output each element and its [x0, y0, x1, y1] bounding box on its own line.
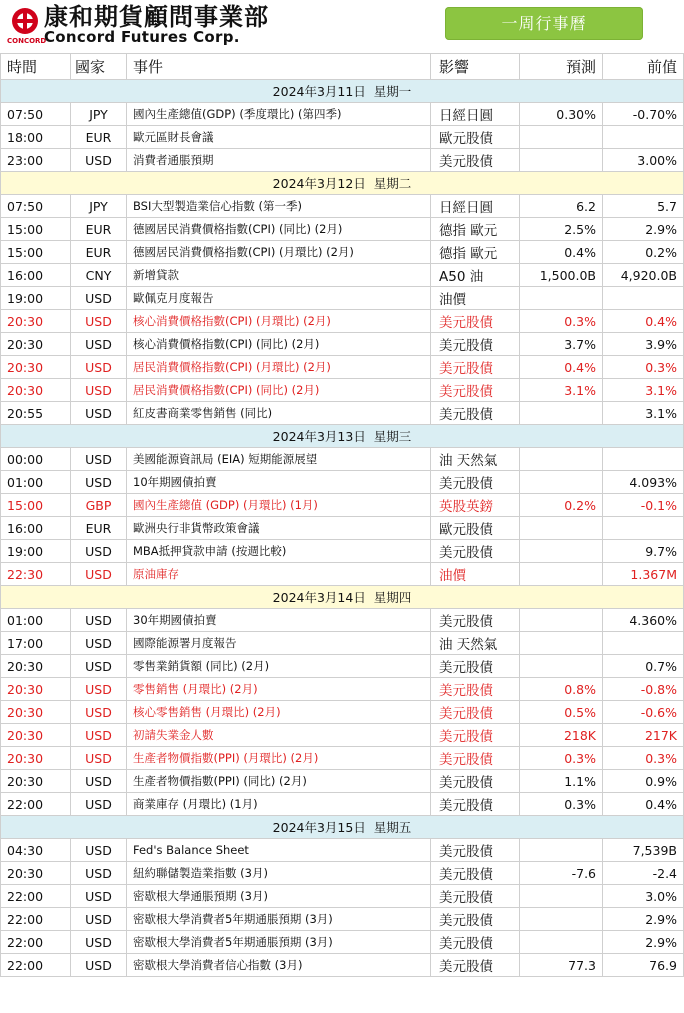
day-header [1, 586, 684, 609]
table-row [1, 747, 684, 770]
cell-time: 20:30 [1, 862, 71, 885]
cell-forecast: 0.4% [520, 356, 603, 379]
day-header [1, 425, 684, 448]
cell-country: USD [71, 701, 127, 724]
cell-event: 美國能源資訊局 (EIA) 短期能源展望 [127, 448, 431, 471]
table-row [1, 724, 684, 747]
cell-country: GBP [71, 494, 127, 517]
company-name-en: Concord Futures Corp. [44, 28, 240, 46]
table-row [1, 954, 684, 977]
cell-previous: 0.4% [603, 310, 684, 333]
cell-previous: 2.9% [603, 931, 684, 954]
cell-impact: 美元股債 [431, 931, 520, 954]
cell-impact: 美元股債 [431, 954, 520, 977]
cell-country: USD [71, 402, 127, 425]
cell-impact: 油 天然氣 [431, 448, 520, 471]
cell-time: 22:00 [1, 885, 71, 908]
cell-previous [603, 126, 684, 149]
cell-forecast [520, 839, 603, 862]
company-name-cn: 康和期貨顧問事業部 [44, 2, 269, 31]
cell-event: 生產者物價指數(PPI) (月環比) (2月) [127, 747, 431, 770]
table-row [1, 517, 684, 540]
cell-previous: 2.9% [603, 218, 684, 241]
table-row [1, 103, 684, 126]
cell-time: 01:00 [1, 609, 71, 632]
table-row [1, 402, 684, 425]
cell-event: 30年期國債拍賣 [127, 609, 431, 632]
cell-previous: 3.0% [603, 885, 684, 908]
cell-time: 22:30 [1, 563, 71, 586]
cell-previous: 0.3% [603, 356, 684, 379]
cell-country: USD [71, 862, 127, 885]
cell-country: USD [71, 609, 127, 632]
cell-country: USD [71, 333, 127, 356]
cell-forecast: 3.1% [520, 379, 603, 402]
cell-impact: 美元股債 [431, 793, 520, 816]
cell-impact: 美元股債 [431, 678, 520, 701]
cell-impact: 美元股債 [431, 862, 520, 885]
cell-previous: 217K [603, 724, 684, 747]
cell-country: USD [71, 287, 127, 310]
cell-forecast [520, 517, 603, 540]
day-weekday: 星期五 [373, 820, 412, 835]
cell-country: EUR [71, 126, 127, 149]
cell-country: EUR [71, 218, 127, 241]
cell-time: 15:00 [1, 494, 71, 517]
cell-time: 23:00 [1, 149, 71, 172]
cell-impact: 日經日圓 [431, 195, 520, 218]
cell-forecast: 77.3 [520, 954, 603, 977]
table-row [1, 563, 684, 586]
table-row [1, 839, 684, 862]
calendar-body [1, 80, 684, 977]
cell-event: 紐約聯儲製造業指數 (3月) [127, 862, 431, 885]
cell-impact: 美元股債 [431, 402, 520, 425]
cell-forecast: 1.1% [520, 770, 603, 793]
cell-impact: 美元股債 [431, 701, 520, 724]
header [0, 0, 651, 54]
cell-previous: 76.9 [603, 954, 684, 977]
cell-event: 商業庫存 (月環比) (1月) [127, 793, 431, 816]
cell-country: USD [71, 655, 127, 678]
cell-previous: 4.093% [603, 471, 684, 494]
cell-time: 19:00 [1, 287, 71, 310]
table-row [1, 862, 684, 885]
cell-time: 20:30 [1, 678, 71, 701]
cell-previous: 3.1% [603, 379, 684, 402]
cell-impact: 美元股債 [431, 149, 520, 172]
week-calendar-button[interactable]: 一周行事曆 [445, 7, 643, 40]
day-date: 2024年3月11日 [272, 84, 366, 99]
cell-previous: 3.00% [603, 149, 684, 172]
cell-country: USD [71, 471, 127, 494]
table-row [1, 678, 684, 701]
cell-forecast [520, 563, 603, 586]
cell-impact: 油 天然氣 [431, 632, 520, 655]
cell-previous: 5.7 [603, 195, 684, 218]
cell-country: USD [71, 885, 127, 908]
cell-forecast [520, 402, 603, 425]
cell-time: 15:00 [1, 241, 71, 264]
cell-impact: 美元股債 [431, 908, 520, 931]
cell-previous: 4.360% [603, 609, 684, 632]
cell-country: JPY [71, 103, 127, 126]
cell-impact: 美元股債 [431, 471, 520, 494]
cell-forecast [520, 149, 603, 172]
cell-country: USD [71, 793, 127, 816]
cell-event: 密歇根大學消費者信心指數 (3月) [127, 954, 431, 977]
cell-event: 國際能源署月度報告 [127, 632, 431, 655]
day-date: 2024年3月13日 [272, 429, 366, 444]
cell-country: USD [71, 448, 127, 471]
cell-country: USD [71, 747, 127, 770]
cell-forecast: 218K [520, 724, 603, 747]
cell-previous: 7,539B [603, 839, 684, 862]
cell-impact: 美元股債 [431, 655, 520, 678]
cell-previous: -2.4 [603, 862, 684, 885]
table-row [1, 287, 684, 310]
cell-event: 生產者物價指數(PPI) (同比) (2月) [127, 770, 431, 793]
cell-impact: 英股英鎊 [431, 494, 520, 517]
table-row [1, 448, 684, 471]
cell-impact: 美元股債 [431, 839, 520, 862]
cell-time: 01:00 [1, 471, 71, 494]
cell-country: JPY [71, 195, 127, 218]
cell-previous: -0.1% [603, 494, 684, 517]
cell-country: USD [71, 379, 127, 402]
cell-previous: 0.7% [603, 655, 684, 678]
cell-event: 國內生產總值 (GDP) (月環比) (1月) [127, 494, 431, 517]
day-date: 2024年3月15日 [272, 820, 366, 835]
cell-impact: 油價 [431, 563, 520, 586]
cell-event: 初請失業金人數 [127, 724, 431, 747]
table-row [1, 149, 684, 172]
cell-time: 20:30 [1, 333, 71, 356]
cell-previous: 9.7% [603, 540, 684, 563]
col-header-country: 國家 [71, 54, 127, 80]
cell-time: 20:30 [1, 655, 71, 678]
cell-impact: 美元股債 [431, 379, 520, 402]
cell-time: 20:30 [1, 701, 71, 724]
cell-event: 核心消費價格指數(CPI) (同比) (2月) [127, 333, 431, 356]
col-header-event: 事件 [127, 54, 431, 80]
cell-country: EUR [71, 517, 127, 540]
day-weekday: 星期一 [373, 84, 412, 99]
table-row [1, 310, 684, 333]
cell-time: 18:00 [1, 126, 71, 149]
cell-time: 16:00 [1, 517, 71, 540]
table-row [1, 195, 684, 218]
table-row [1, 701, 684, 724]
cell-country: USD [71, 931, 127, 954]
cell-time: 22:00 [1, 954, 71, 977]
col-header-impact: 影響 [431, 54, 520, 80]
table-row [1, 126, 684, 149]
cell-time: 22:00 [1, 793, 71, 816]
cell-impact: 日經日圓 [431, 103, 520, 126]
cell-country: USD [71, 632, 127, 655]
cell-time: 17:00 [1, 632, 71, 655]
cell-forecast [520, 126, 603, 149]
table-row [1, 609, 684, 632]
cell-forecast: 3.7% [520, 333, 603, 356]
cell-previous: -0.6% [603, 701, 684, 724]
cell-previous: 0.3% [603, 747, 684, 770]
cell-forecast [520, 908, 603, 931]
table-row [1, 264, 684, 287]
cell-previous: 3.9% [603, 333, 684, 356]
cell-event: 歐佩克月度報告 [127, 287, 431, 310]
cell-time: 00:00 [1, 448, 71, 471]
cell-time: 22:00 [1, 931, 71, 954]
logo-subtext: CONCORD [7, 37, 47, 45]
cell-country: USD [71, 310, 127, 333]
cell-time: 04:30 [1, 839, 71, 862]
cell-impact: 歐元股債 [431, 517, 520, 540]
cell-event: 國內生產總值(GDP) (季度環比) (第四季) [127, 103, 431, 126]
cell-forecast: 2.5% [520, 218, 603, 241]
cell-forecast: 1,500.0B [520, 264, 603, 287]
cell-previous: -0.8% [603, 678, 684, 701]
cell-event: 歐元區財長會議 [127, 126, 431, 149]
cell-previous [603, 287, 684, 310]
cell-country: CNY [71, 264, 127, 287]
table-row [1, 379, 684, 402]
cell-event: 核心零售銷售 (月環比) (2月) [127, 701, 431, 724]
cell-event: 居民消費價格指數(CPI) (月環比) (2月) [127, 356, 431, 379]
cell-forecast: 0.2% [520, 494, 603, 517]
table-header-row [1, 54, 684, 80]
cell-previous: 1.367M [603, 563, 684, 586]
cell-forecast: -7.6 [520, 862, 603, 885]
day-weekday: 星期四 [373, 590, 412, 605]
calendar-table [0, 53, 684, 977]
cell-impact: 德指 歐元 [431, 241, 520, 264]
cell-country: USD [71, 724, 127, 747]
cell-previous: 0.9% [603, 770, 684, 793]
cell-time: 20:30 [1, 379, 71, 402]
cell-forecast [520, 931, 603, 954]
table-row [1, 218, 684, 241]
cell-time: 15:00 [1, 218, 71, 241]
cell-time: 20:30 [1, 770, 71, 793]
table-row [1, 241, 684, 264]
cell-forecast: 0.3% [520, 793, 603, 816]
cell-time: 19:00 [1, 540, 71, 563]
cell-country: USD [71, 678, 127, 701]
cell-forecast [520, 471, 603, 494]
cell-time: 20:30 [1, 747, 71, 770]
table-row [1, 931, 684, 954]
cell-country: USD [71, 908, 127, 931]
cell-event: 新增貸款 [127, 264, 431, 287]
cell-previous [603, 517, 684, 540]
cell-event: 核心消費價格指數(CPI) (月環比) (2月) [127, 310, 431, 333]
cell-previous: 4,920.0B [603, 264, 684, 287]
table-row [1, 333, 684, 356]
cell-impact: 油價 [431, 287, 520, 310]
cell-previous: -0.70% [603, 103, 684, 126]
cell-forecast [520, 448, 603, 471]
cell-forecast [520, 609, 603, 632]
col-header-previous: 前值 [603, 54, 684, 80]
day-weekday: 星期二 [373, 176, 412, 191]
concord-logo-icon [10, 6, 40, 36]
table-row [1, 885, 684, 908]
table-row [1, 655, 684, 678]
cell-event: 德國居民消費價格指數(CPI) (月環比) (2月) [127, 241, 431, 264]
day-date: 2024年3月14日 [272, 590, 366, 605]
cell-impact: 美元股債 [431, 724, 520, 747]
day-header [1, 816, 684, 839]
cell-country: USD [71, 954, 127, 977]
cell-impact: 美元股債 [431, 747, 520, 770]
cell-time: 20:30 [1, 724, 71, 747]
table-row [1, 494, 684, 517]
cell-event: 密歇根大學通脹預期 (3月) [127, 885, 431, 908]
cell-previous: 2.9% [603, 908, 684, 931]
cell-event: 零售銷售 (月環比) (2月) [127, 678, 431, 701]
table-row [1, 770, 684, 793]
cell-event: 德國居民消費價格指數(CPI) (同比) (2月) [127, 218, 431, 241]
cell-forecast [520, 632, 603, 655]
cell-forecast: 6.2 [520, 195, 603, 218]
day-header-row [1, 80, 684, 103]
cell-event: 紅皮書商業零售銷售 (同比) [127, 402, 431, 425]
day-header-row [1, 816, 684, 839]
cell-event: 密歇根大學消費者5年期通脹預期 (3月) [127, 931, 431, 954]
table-row [1, 471, 684, 494]
cell-forecast [520, 655, 603, 678]
cell-forecast: 0.30% [520, 103, 603, 126]
cell-event: 原油庫存 [127, 563, 431, 586]
cell-impact: 美元股債 [431, 333, 520, 356]
cell-time: 20:30 [1, 356, 71, 379]
cell-country: EUR [71, 241, 127, 264]
cell-previous [603, 448, 684, 471]
cell-impact: 美元股債 [431, 356, 520, 379]
cell-forecast: 0.3% [520, 310, 603, 333]
cell-country: USD [71, 149, 127, 172]
cell-impact: 美元股債 [431, 609, 520, 632]
cell-event: BSI大型製造業信心指數 (第一季) [127, 195, 431, 218]
cell-impact: 美元股債 [431, 310, 520, 333]
cell-previous: 0.2% [603, 241, 684, 264]
table-row [1, 908, 684, 931]
day-header-row [1, 586, 684, 609]
cell-country: USD [71, 839, 127, 862]
cell-country: USD [71, 770, 127, 793]
cell-time: 16:00 [1, 264, 71, 287]
cell-forecast [520, 885, 603, 908]
cell-event: 10年期國債拍賣 [127, 471, 431, 494]
cell-forecast [520, 540, 603, 563]
cell-event: MBA抵押貸款申請 (按週比較) [127, 540, 431, 563]
cell-time: 22:00 [1, 908, 71, 931]
cell-country: USD [71, 356, 127, 379]
cell-country: USD [71, 540, 127, 563]
cell-event: 密歇根大學消費者5年期通脹預期 (3月) [127, 908, 431, 931]
cell-event: 居民消費價格指數(CPI) (同比) (2月) [127, 379, 431, 402]
day-date: 2024年3月12日 [272, 176, 366, 191]
col-header-time: 時間 [1, 54, 71, 80]
day-header [1, 172, 684, 195]
cell-time: 07:50 [1, 103, 71, 126]
cell-previous: 0.4% [603, 793, 684, 816]
cell-impact: 德指 歐元 [431, 218, 520, 241]
cell-previous: 3.1% [603, 402, 684, 425]
cell-event: 歐洲央行非貨幣政策會議 [127, 517, 431, 540]
cell-impact: 美元股債 [431, 770, 520, 793]
day-header-row [1, 425, 684, 448]
table-row [1, 356, 684, 379]
day-header [1, 80, 684, 103]
table-row [1, 632, 684, 655]
table-row [1, 793, 684, 816]
cell-impact: 美元股債 [431, 540, 520, 563]
day-header-row [1, 172, 684, 195]
cell-country: USD [71, 563, 127, 586]
cell-forecast: 0.5% [520, 701, 603, 724]
cell-forecast: 0.4% [520, 241, 603, 264]
cell-forecast: 0.3% [520, 747, 603, 770]
cell-event: 零售業銷貨額 (同比) (2月) [127, 655, 431, 678]
cell-event: 消費者通脹預期 [127, 149, 431, 172]
col-header-forecast: 預測 [520, 54, 603, 80]
cell-impact: 歐元股債 [431, 126, 520, 149]
cell-forecast [520, 287, 603, 310]
table-row [1, 540, 684, 563]
cell-time: 20:30 [1, 310, 71, 333]
cell-event: Fed's Balance Sheet [127, 839, 431, 862]
cell-previous [603, 632, 684, 655]
day-weekday: 星期三 [373, 429, 412, 444]
cell-forecast: 0.8% [520, 678, 603, 701]
cell-impact: 美元股債 [431, 885, 520, 908]
cell-time: 07:50 [1, 195, 71, 218]
cell-impact: A50 油 [431, 264, 520, 287]
cell-time: 20:55 [1, 402, 71, 425]
